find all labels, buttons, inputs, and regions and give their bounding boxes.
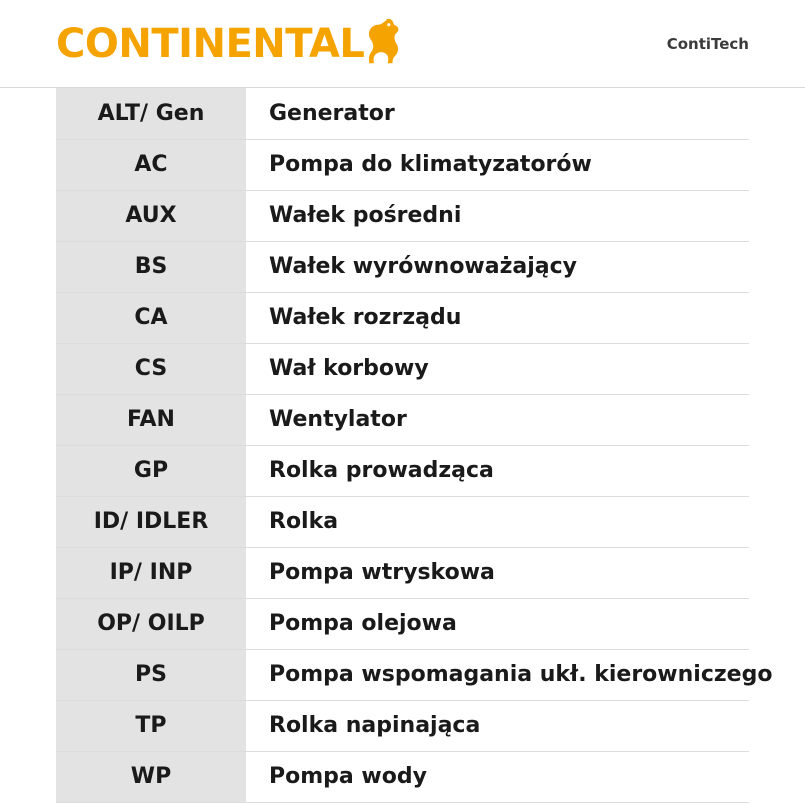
row-description: Wałek pośredni xyxy=(247,190,750,241)
table-body xyxy=(56,88,773,802)
table-row xyxy=(56,292,749,343)
row-description: Rolka napinająca xyxy=(247,700,750,751)
row-description: Wałek rozrządu xyxy=(247,292,750,343)
table-row xyxy=(56,88,749,139)
row-code: ID/ IDLER xyxy=(56,496,247,547)
row-code: CS xyxy=(56,343,247,394)
row-description: Wałek wyrównoważający xyxy=(247,241,750,292)
row-description: Pompa wody xyxy=(247,751,750,802)
abbreviation-table-wrapper xyxy=(0,88,805,803)
row-code: OP/ OILP xyxy=(56,598,247,649)
row-code: CA xyxy=(56,292,247,343)
table-row xyxy=(56,343,749,394)
horse-logo-icon xyxy=(366,18,400,64)
table-row xyxy=(56,649,749,700)
row-code: TP xyxy=(56,700,247,751)
row-description: Rolka xyxy=(247,496,750,547)
brand-wordmark: CONTINENTAL xyxy=(56,20,365,67)
row-description: Pompa do klimatyzatorów xyxy=(247,139,750,190)
table-row xyxy=(56,241,749,292)
table-row xyxy=(56,139,749,190)
row-code: AUX xyxy=(56,190,247,241)
row-description: Rolka prowadząca xyxy=(247,445,750,496)
table-row xyxy=(56,547,749,598)
table-row xyxy=(56,598,749,649)
row-code: GP xyxy=(56,445,247,496)
row-description: Wentylator xyxy=(247,394,750,445)
row-code: ALT/ Gen xyxy=(56,88,247,139)
table-row xyxy=(56,394,749,445)
row-code: AC xyxy=(56,139,247,190)
row-code: IP/ INP xyxy=(56,547,247,598)
table-row xyxy=(56,496,749,547)
row-description: Pompa olejowa xyxy=(247,598,750,649)
table-row xyxy=(56,445,749,496)
row-description: Generator xyxy=(247,88,750,139)
row-code: FAN xyxy=(56,394,247,445)
row-code: BS xyxy=(56,241,247,292)
abbreviation-table xyxy=(56,88,773,803)
sub-brand-label: ContiTech xyxy=(666,34,749,53)
row-description: Pompa wspomagania ukł. kierowniczego xyxy=(247,649,750,700)
document-header xyxy=(0,0,805,88)
brand-logo xyxy=(56,20,400,67)
row-description: Pompa wtryskowa xyxy=(247,547,750,598)
row-code: PS xyxy=(56,649,247,700)
table-row xyxy=(56,190,749,241)
table-row xyxy=(56,751,749,802)
table-row xyxy=(56,700,749,751)
row-code: WP xyxy=(56,751,247,802)
row-description: Wał korbowy xyxy=(247,343,750,394)
